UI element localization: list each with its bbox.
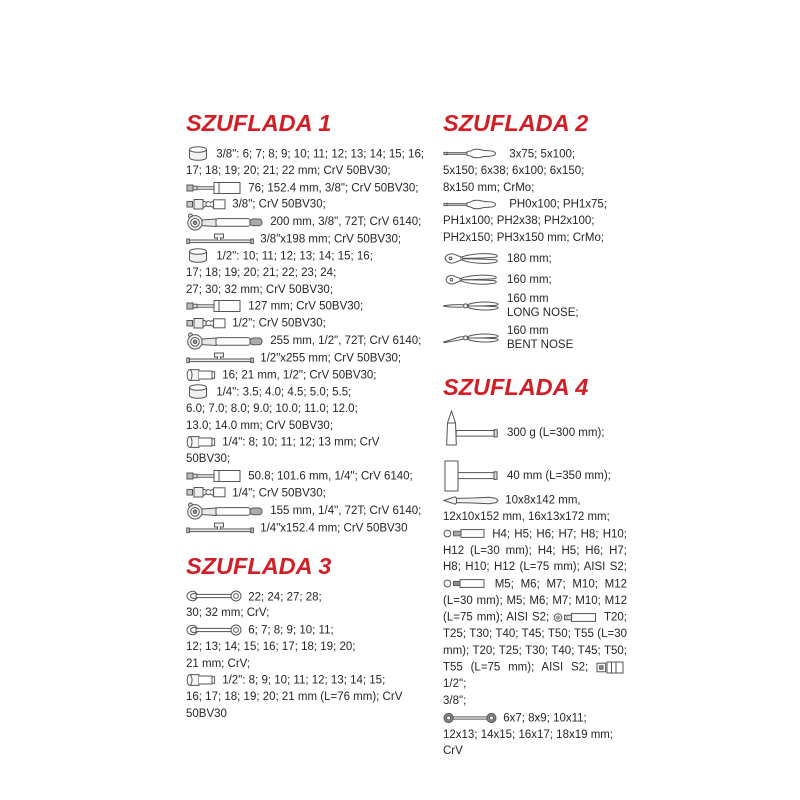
socket-icon	[186, 146, 210, 163]
item-line	[186, 367, 434, 384]
list-item	[186, 332, 434, 350]
item-text	[507, 426, 604, 440]
item-line	[186, 350, 434, 367]
item-text: H12 (L=30 mm); H4; H5; H6; H7;	[443, 544, 627, 557]
extension-bar-icon	[186, 180, 242, 197]
ratchet-icon	[186, 213, 264, 231]
section-szuflada-1	[186, 110, 434, 537]
spline-bit-icon	[443, 576, 485, 593]
item-line	[443, 643, 627, 660]
list-item	[443, 292, 627, 320]
item-line	[186, 332, 434, 350]
item-text: T25; T30; T40; T45; T50; T55 (L=30	[443, 628, 627, 641]
universal-joint-icon	[186, 315, 226, 332]
list-item	[443, 460, 627, 492]
item-line	[443, 543, 627, 560]
item-text: 5x150; 6x38; 6x100; 6x150;	[443, 164, 585, 177]
item-text: 22; 24; 27; 28;	[248, 590, 322, 603]
item-text: 76; 152.4 mm, 3/8"; CrV 50BV30;	[248, 181, 419, 194]
item-text: 3x75; 5x100;	[509, 148, 576, 161]
item-text: 12; 13; 14; 15; 16; 17; 18; 19; 20;	[186, 640, 356, 653]
item-text: 200 mm, 3/8", 72T; CrV 6140;	[270, 216, 422, 229]
item-text: 50BV30	[186, 707, 227, 720]
item-text: 1/2";	[443, 678, 467, 691]
combination-pliers-icon	[443, 250, 507, 268]
item-line	[186, 180, 434, 197]
left-column	[186, 110, 434, 722]
item-text	[507, 292, 579, 320]
item-text: 13.0; 14.0 mm; CrV 50BV30;	[186, 419, 334, 432]
item-text: 6x7; 8x9; 10x11;	[503, 711, 587, 724]
item-line	[443, 593, 627, 610]
spark-plug-socket-icon	[186, 434, 216, 451]
item-line	[443, 146, 627, 163]
item-text: T55 (L=75 mm); AISI S2;	[443, 661, 589, 674]
item-line	[186, 282, 434, 299]
item-text	[507, 469, 611, 483]
list-item	[186, 213, 434, 231]
item-line: 180 mm;	[507, 253, 552, 266]
item-text: 10x8x142 mm,	[505, 494, 581, 507]
item-text: 3/8": 6; 7; 8; 9; 10; 11; 12; 13; 14; 15; 16;	[216, 148, 425, 161]
section-szuflada-3	[186, 553, 434, 723]
item-line	[443, 743, 627, 760]
list-item	[186, 384, 434, 434]
item-line	[443, 213, 627, 230]
item-line	[186, 248, 434, 265]
list-item	[186, 622, 434, 672]
item-text: 6.0; 7.0; 8.0; 9.0; 10.0; 11.0; 12.0;	[186, 403, 358, 416]
item-text: H4; H5; H6; H7; H8; H10;	[492, 528, 627, 541]
item-line	[443, 626, 627, 643]
item-text: 1/2"; CrV 50BV30;	[232, 317, 326, 330]
socket-icon	[186, 248, 210, 265]
item-line	[186, 468, 434, 485]
item-line	[443, 230, 627, 247]
item-text: 30; 32 mm; CrV;	[186, 607, 270, 620]
item-line	[186, 418, 434, 435]
list-item	[443, 324, 627, 352]
item-text: 50.8; 101.6 mm, 1/4"; CrV 6140;	[248, 470, 413, 483]
item-line	[186, 315, 434, 332]
item-text	[507, 252, 552, 266]
screwdriver-phillips-icon	[443, 196, 503, 213]
item-text: 21 mm; CrV;	[186, 657, 251, 670]
item-text: (L=30 mm); M5; M6; M7; M10; M12	[443, 594, 627, 607]
item-line	[443, 659, 627, 693]
item-line	[443, 710, 627, 727]
bent-nose-pliers-icon	[443, 330, 507, 346]
item-text: 3/8"x198 mm; CrV 50BV30;	[260, 233, 402, 246]
socket-icon	[186, 384, 210, 401]
item-text: 3/8";	[443, 694, 467, 707]
combination-wrench-icon	[186, 622, 242, 639]
item-line	[186, 622, 434, 639]
item-line	[186, 656, 434, 673]
list-item	[186, 298, 434, 315]
item-text: M5; M6; M7; M10; M12	[494, 578, 627, 591]
item-line	[443, 559, 627, 576]
item-text: 1/2"x255 mm; CrV 50BV30;	[260, 352, 402, 365]
socket-adapter-icon	[596, 659, 624, 676]
list-item	[443, 410, 627, 456]
list-item	[186, 468, 434, 485]
item-line: 40 mm (L=350 mm);	[507, 470, 611, 483]
item-line: LONG NOSE;	[507, 307, 579, 320]
item-text: 1/2": 8; 9; 10; 11; 12; 13; 14; 15;	[222, 674, 386, 687]
list-item	[443, 250, 627, 268]
item-line	[186, 401, 434, 418]
item-text: 155 mm, 1/4", 72T; CrV 6140;	[270, 504, 422, 517]
item-line	[186, 384, 434, 401]
item-text: 1/2": 10; 11; 12; 13; 14; 15; 16;	[216, 250, 373, 263]
item-line: BENT NOSE	[507, 339, 574, 352]
item-text: (L=75 mm); AISI S2;	[443, 611, 550, 624]
item-line: 300 g (L=300 mm);	[507, 427, 605, 440]
list-item	[186, 315, 434, 332]
list-item	[443, 492, 627, 526]
item-line	[443, 576, 627, 593]
item-text: 17; 18; 19; 20; 21; 22 mm; CrV 50BV30;	[186, 164, 391, 177]
list-item	[186, 520, 434, 537]
item-text: PH2x150; PH3x150 mm; CrMo;	[443, 231, 605, 244]
universal-joint-icon	[186, 196, 226, 213]
sliding-t-bar-icon	[186, 520, 254, 537]
item-text: 255 mm, 1/2", 72T; CrV 6140;	[270, 335, 422, 348]
item-line	[443, 693, 627, 710]
section-title-szuflada-4: SZUFLADA 4	[443, 374, 589, 401]
item-text: 16; 17; 18; 19; 20; 21 mm (L=76 mm); CrV	[186, 691, 403, 704]
mallet-icon	[443, 460, 507, 492]
item-text: 1/4": 8; 10; 11; 12; 13 mm; CrV	[222, 436, 380, 449]
list-item	[186, 502, 434, 520]
item-line: 160 mm	[507, 293, 549, 306]
list-item	[186, 672, 434, 722]
extension-bar-icon	[186, 298, 242, 315]
item-text: 127 mm; CrV 50BV30;	[248, 300, 364, 313]
ratchet-icon	[186, 502, 264, 520]
item-line	[186, 213, 434, 231]
item-text	[507, 273, 552, 287]
item-text: 27; 30; 32 mm; CrV 50BV30;	[186, 283, 334, 296]
list-item	[443, 526, 627, 710]
ratchet-icon	[186, 332, 264, 350]
item-text: 17; 18; 19; 20; 21; 22; 23; 24;	[186, 267, 337, 280]
item-line	[443, 163, 627, 180]
item-line	[186, 589, 434, 606]
item-line: 160 mm;	[507, 274, 552, 287]
item-line	[443, 509, 627, 526]
section-szuflada-4	[443, 374, 627, 759]
hex-bit-icon	[443, 526, 485, 543]
item-line	[186, 298, 434, 315]
sliding-t-bar-icon	[186, 231, 254, 248]
right-column	[443, 110, 627, 760]
item-line: 160 mm	[507, 325, 549, 338]
item-line	[186, 639, 434, 656]
item-text: 3/8"; CrV 50BV30;	[232, 198, 326, 211]
list-item	[186, 231, 434, 248]
screwdriver-flat-icon	[443, 146, 503, 163]
item-line	[443, 180, 627, 197]
item-text: CrV	[443, 745, 463, 758]
list-item	[186, 196, 434, 213]
sliding-t-bar-icon	[186, 350, 254, 367]
item-text	[507, 324, 573, 352]
list-item	[443, 196, 627, 246]
list-item	[186, 146, 434, 180]
side-cutters-icon	[443, 272, 507, 288]
item-line	[186, 502, 434, 520]
item-line	[186, 434, 434, 451]
list-item	[186, 589, 434, 623]
item-text: PH0x100; PH1x75;	[509, 198, 608, 211]
item-line	[186, 689, 434, 706]
item-line	[186, 265, 434, 282]
item-text: H8; H10; H12 (L=75 mm); AISI S2;	[443, 561, 627, 574]
item-line	[443, 526, 627, 543]
list-item	[186, 180, 434, 197]
item-line	[443, 609, 627, 626]
section-title-szuflada-1: SZUFLADA 1	[186, 110, 332, 136]
item-line	[186, 231, 434, 248]
list-item	[186, 350, 434, 367]
list-item	[443, 146, 627, 196]
list-item	[443, 710, 627, 760]
torx-bit-icon	[553, 609, 597, 626]
item-text: 12x13; 14x15; 16x17; 18x19 mm;	[443, 728, 614, 741]
item-line	[186, 706, 434, 723]
item-line	[186, 485, 434, 502]
item-text: 12x10x152 mm, 16x13x172 mm;	[443, 511, 610, 524]
spark-plug-socket-icon	[186, 367, 216, 384]
item-line	[186, 163, 434, 180]
item-line	[186, 451, 434, 468]
item-line	[186, 520, 434, 537]
item-text: 1/4"; CrV 50BV30;	[232, 487, 326, 499]
long-nose-pliers-icon	[443, 298, 507, 314]
universal-joint-icon	[186, 485, 226, 502]
item-line	[443, 727, 627, 744]
item-text: 50BV30;	[186, 453, 231, 466]
item-line	[186, 605, 434, 622]
extension-bar-icon	[186, 468, 242, 485]
list-item	[186, 434, 434, 468]
item-line	[186, 146, 434, 163]
item-text: 1/4"x152.4 mm; CrV 50BV30	[260, 521, 408, 534]
item-text: T20;	[603, 611, 627, 624]
item-text: 6; 7; 8; 9; 10; 11;	[248, 624, 334, 637]
item-text: PH1x100; PH2x38; PH2x100;	[443, 215, 595, 228]
list-item	[443, 272, 627, 288]
ring-spanner-icon	[443, 710, 497, 727]
item-line	[443, 196, 627, 213]
item-text: 16; 21 mm, 1/2"; CrV 50BV30;	[222, 369, 377, 382]
item-text: mm); T20; T25; T30; T40; T45; T50;	[443, 644, 627, 657]
item-line	[186, 672, 434, 689]
item-line	[443, 492, 627, 509]
section-title-szuflada-2: SZUFLADA 2	[443, 110, 589, 136]
deep-socket-icon	[186, 672, 216, 689]
section-title-szuflada-3: SZUFLADA 3	[186, 552, 332, 579]
section-szuflada-2	[443, 110, 627, 352]
hammer-icon	[443, 410, 507, 456]
item-text: 8x150 mm; CrMo;	[443, 181, 535, 194]
combination-wrench-icon	[186, 589, 242, 606]
chisel-icon	[443, 492, 499, 509]
item-line	[186, 196, 434, 213]
list-item	[186, 367, 434, 384]
list-item	[186, 485, 434, 502]
item-text: 1/4": 3.5; 4.0; 4.5; 5.0; 5.5;	[216, 386, 352, 399]
list-item	[186, 248, 434, 298]
